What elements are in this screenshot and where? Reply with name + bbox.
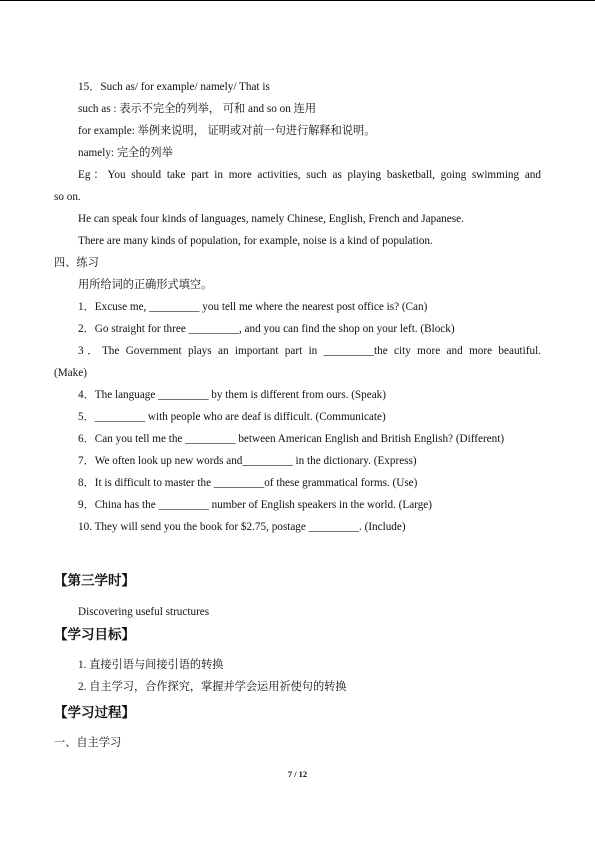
lesson-3-subtitle: Discovering useful structures — [78, 606, 210, 618]
for-example-note: for example: 举例来说明， 证明或对前一句进行解释和说明。 — [78, 125, 376, 137]
exercise-item-cont: (Make) — [54, 367, 87, 379]
practice-instruction: 用所给词的正确形式填空。 — [78, 279, 213, 291]
exercise-item: 1．Excuse me, _________ you tell me where the nearest post office is? (Can) — [78, 301, 428, 313]
example-sentence-1: Eg：You should take part in more activities, such as playing basketball, going swimming and — [78, 169, 541, 181]
exercise-item: 10. They will send you the book for $2.75, postage _________. (Include) — [78, 521, 406, 533]
exercise-item: 6．Can you tell me the _________ between American English and British English? (Different) — [78, 433, 505, 445]
example-sentence-2: He can speak four kinds of languages, namely Chinese, English, French and Japanese. — [78, 213, 464, 225]
page-number: 7 / 12 — [287, 769, 308, 779]
lesson-3-heading: 【第三学时】 — [54, 573, 135, 588]
example-sentence-1-cont: so on. — [54, 191, 81, 203]
namely-note: namely: 完全的列举 — [78, 147, 173, 159]
exercise-item: 7．We often look up new words and_________ in the dictionary. (Express) — [78, 455, 417, 467]
practice-heading: 四、练习 — [54, 257, 99, 269]
goal-item: 2. 自主学习，合作探究，掌握并学会运用祈使句的转换 — [78, 681, 347, 693]
process-heading: 【学习过程】 — [54, 705, 135, 720]
section-15-title: 15．Such as/ for example/ namely/ That is — [78, 81, 270, 93]
top-border — [0, 0, 595, 1]
goals-heading: 【学习目标】 — [54, 627, 135, 642]
self-study-heading: 一、自主学习 — [54, 737, 122, 749]
exercise-item: 5．_________ with people who are deaf is difficult. (Communicate) — [78, 411, 386, 423]
such-as-note: such as : 表示不完全的列举， 可和 and so on 连用 — [78, 103, 317, 115]
goal-item: 1. 直接引语与间接引语的转换 — [78, 659, 224, 671]
exercise-item: 3．The Government plays an important part in _________the city more and more beautiful. — [78, 345, 541, 357]
exercise-item: 9．China has the _________ number of English speakers in the world. (Large) — [78, 499, 432, 511]
exercise-item: 8．It is difficult to master the _________of these grammatical forms. (Use) — [78, 477, 418, 489]
exercise-item: 2．Go straight for three _________, and you can find the shop on your left. (Block) — [78, 323, 455, 335]
example-sentence-3: There are many kinds of population, for example, noise is a kind of population. — [78, 235, 433, 247]
exercise-item: 4．The language _________ by them is different from ours. (Speak) — [78, 389, 387, 401]
